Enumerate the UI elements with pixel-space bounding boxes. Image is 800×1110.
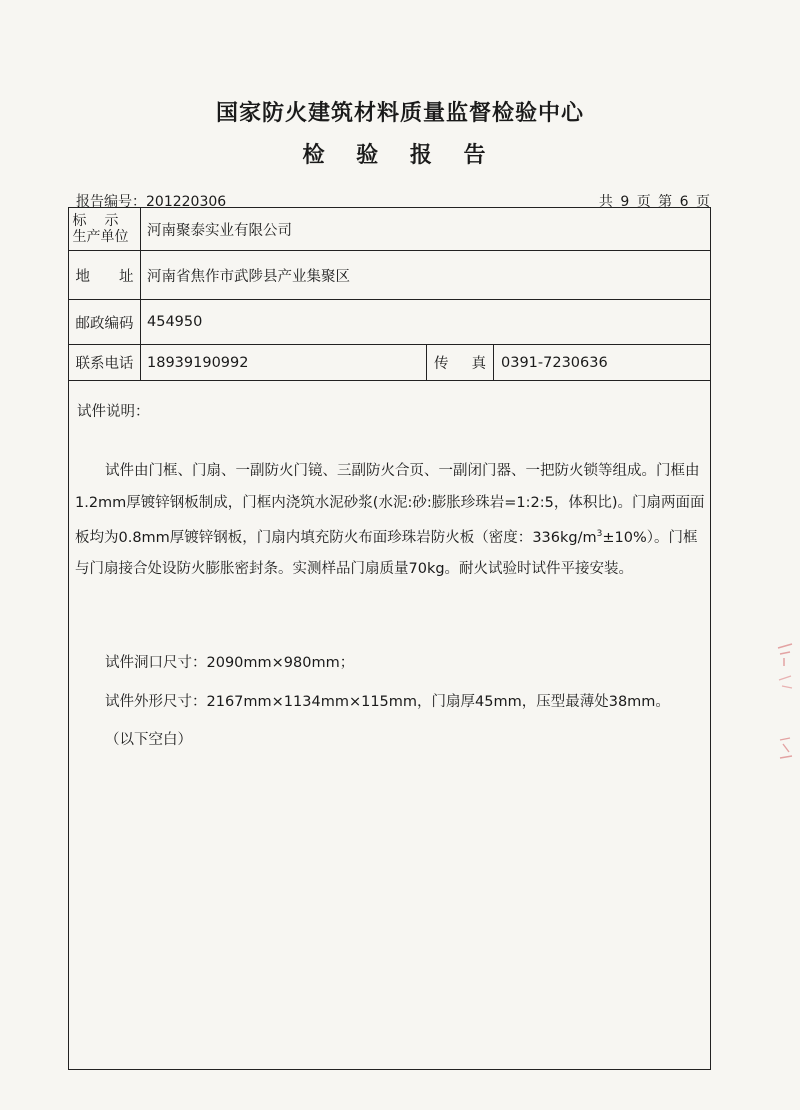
phone-row [69,345,710,381]
producer-row [69,208,710,251]
producer-value: 河南聚泰实业有限公司 [147,222,292,239]
description-text-2: ±10%）。门框与门扇接合处设防火膨胀密封条。实测样品门扇质量70kg。耐火试验时试件平接安装。 [75,529,698,578]
institution-title: 国家防火建筑材料质量监督检验中心 [215,101,584,126]
producer-unit-label: 生产单位 [72,229,129,245]
phone-value: 18939190992 [147,354,249,371]
fax-label [426,345,494,380]
description-heading: 试件说明： [77,404,150,420]
phone-label: 联系电话 [69,345,141,380]
page-info: 共 9 页 第 6 页 [598,194,710,210]
outer-size: 试件外形尺寸：2167mm×1134mm×115mm，门扇厚45mm，压型最薄处38mm。 [105,694,670,710]
opening-size: 试件洞口尺寸：2090mm×980mm； [105,655,355,671]
fax-label-a: 传 [434,356,449,372]
description-paragraph [75,456,710,586]
marked-label: 标示 [72,213,137,229]
address-label-a: 地 [75,268,90,285]
producer-label [69,208,141,250]
density-prefix: 336kg/m [532,529,597,546]
address-value: 河南省焦作市武陟县产业集聚区 [147,268,350,285]
blank-note: （以下空白） [105,732,192,748]
postcode-row [69,300,710,345]
report-number-label: 报告编号： [76,194,146,210]
description-text-1: 试件由门框、门扇、一副防火门镜、三副防火合页、一副闭门器、一把防火锁等组成。门框由1.2mm厚镀锌钢板制成，门框内浇筑水泥砂浆(水泥:砂:膨胀珍珠岩=1:2:5，体积比)。门扇两面面板均为0.8mm厚镀锌钢板，门扇内填充防火布面珍珠岩防火板（密度： [75,463,705,546]
document-type-title: 检 验 报 告 [302,143,498,168]
fax-value: 0391-7230636 [501,354,608,371]
address-row [69,251,710,300]
seal-fragment-image [774,640,796,780]
address-label-b: 址 [119,268,134,285]
density-superscript: 3 [596,529,603,539]
postcode-value: 454950 [147,314,203,330]
postcode-label: 邮政编码 [69,300,141,344]
report-table [68,207,711,1070]
address-label [69,251,141,299]
fax-label-b: 真 [471,356,486,372]
report-number-value: 201220306 [146,194,227,210]
